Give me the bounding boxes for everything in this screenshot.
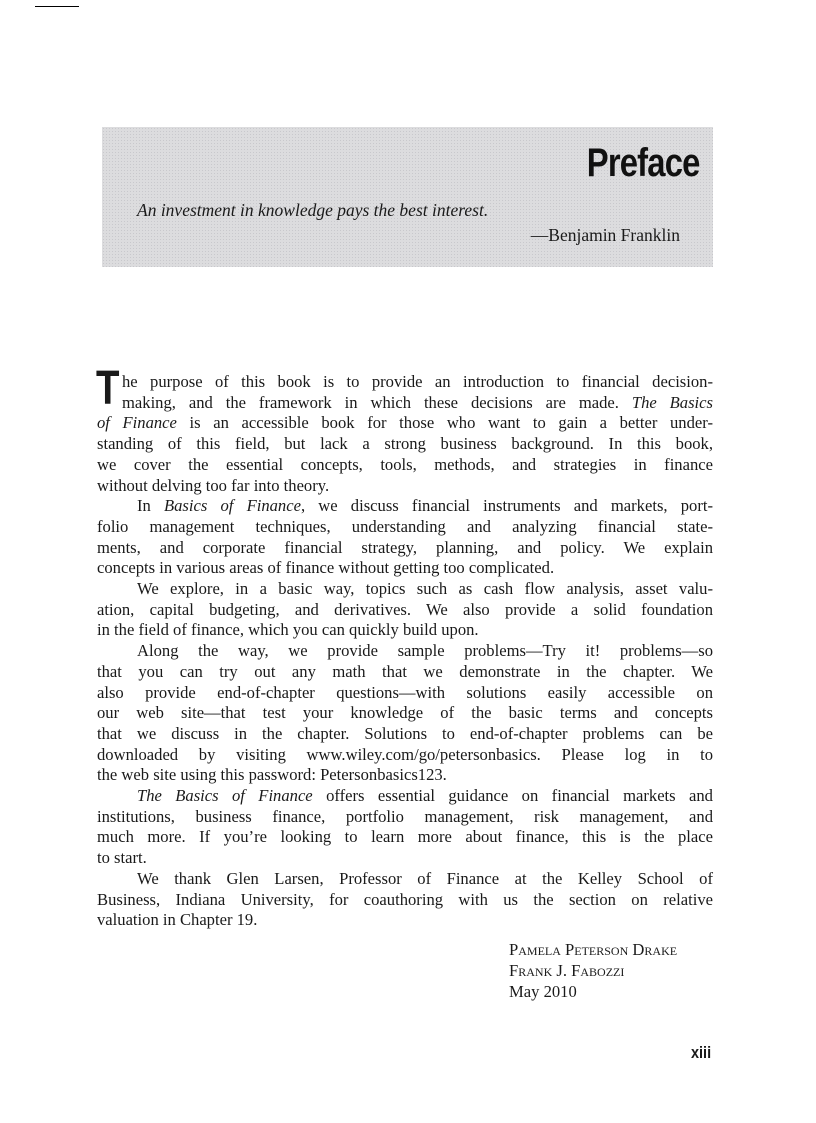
- body-line: [122, 393, 713, 413]
- body-text: , we discuss financial instruments and markets, port-: [300, 496, 713, 516]
- body-text: In: [137, 496, 164, 516]
- body-line: [97, 786, 713, 806]
- epigraph-attribution: —Benjamin Franklin: [530, 225, 680, 245]
- signature-date: May 2010: [509, 982, 577, 1001]
- body-text: he purpose of this book is to provide an introduction to financial decision-: [122, 372, 713, 391]
- body-text: much more. If you’re looking to learn more about finance, this is the place: [97, 827, 713, 847]
- body-text: institutions, business finance, portfolio management, risk management, and: [97, 806, 713, 826]
- body-text: downloaded by visiting www.wiley.com/go/petersonbasics. Please log in to: [97, 744, 713, 764]
- body-line: [97, 413, 713, 433]
- body-text: We thank Glen Larsen, Professor of Finance at the Kelley School of: [137, 868, 713, 888]
- body-line: [97, 476, 713, 496]
- body-text: Business, Indiana University, for coauthoring with us the section on relative: [97, 889, 713, 909]
- body-text: without delving too far into theory.: [97, 475, 330, 495]
- body-text: Along the way, we provide sample problems—Try it! problems—so: [137, 641, 713, 661]
- body-text: ments, and corporate financial strategy, planning, and policy. We explain: [97, 537, 713, 557]
- chapter-title: Preface: [587, 141, 700, 185]
- body-text: also provide end-of-chapter questions—with solutions easily accessible on: [97, 682, 713, 702]
- italic-title-text: The Basics: [631, 392, 713, 412]
- body-line: [97, 538, 713, 558]
- epigraph-quote: An investment in knowledge pays the best interest.: [137, 200, 489, 220]
- body-text: to start.: [97, 848, 147, 868]
- body-line: [97, 848, 713, 868]
- body-line: [97, 807, 713, 827]
- body-text: that we discuss in the chapter. Solutions to end-of-chapter problems can be: [97, 723, 713, 743]
- body-line: [122, 372, 713, 392]
- body-line: [97, 827, 713, 847]
- body-text: We explore, in a basic way, topics such as cash flow analysis, asset valu-: [137, 579, 713, 598]
- body-line: [97, 910, 713, 930]
- signature-author-1: Pamela Peterson Drake: [509, 940, 678, 959]
- page-number: xiii: [691, 1043, 712, 1062]
- body-line: [97, 724, 713, 744]
- body-line: [97, 620, 713, 640]
- body-line: [97, 745, 713, 765]
- body-text: that you can try out any math that we demonstrate in the chapter. We: [97, 661, 713, 681]
- body-text: valuation in Chapter 19.: [97, 910, 258, 930]
- body-line: [97, 455, 713, 475]
- body-line: [97, 683, 713, 703]
- body-text: ation, capital budgeting, and derivatives. We also provide a solid foundation: [97, 599, 713, 619]
- body-line: [97, 890, 713, 910]
- body-text: offers essential guidance on financial markets and: [312, 786, 713, 805]
- body-line: [97, 641, 713, 661]
- body-line: [97, 579, 713, 599]
- body-line: [97, 558, 713, 578]
- body-text: is an accessible book for those who want to gain a better under-: [176, 413, 713, 433]
- body-text: folio management techniques, understanding and analyzing financial state-: [97, 516, 713, 536]
- body-line: [97, 600, 713, 620]
- body-line: [97, 434, 713, 454]
- italic-title-text: The Basics of Finance: [137, 786, 313, 805]
- body-text: concepts in various areas of finance without getting too complicated.: [97, 558, 555, 578]
- body-line: [97, 496, 713, 516]
- italic-title-text: of Finance: [97, 413, 177, 433]
- body-line: [97, 765, 713, 785]
- body-line: [97, 662, 713, 682]
- body-line: [97, 869, 713, 889]
- body-text: the web site using this password: Petersonbasics123.: [97, 765, 447, 785]
- body-text: making, and the framework in which these decisions are made.: [122, 392, 632, 412]
- body-text: our web site—that test your knowledge of the basic terms and concepts: [97, 703, 713, 723]
- italic-title-text: Basics of Finance: [164, 496, 301, 516]
- drop-cap: T: [96, 362, 120, 415]
- body-line: [97, 517, 713, 537]
- body-line: [97, 703, 713, 723]
- crop-mark: [35, 6, 79, 7]
- signature-author-2: Frank J. Fabozzi: [509, 961, 625, 980]
- body-text: in the field of finance, which you can quickly build upon.: [97, 620, 479, 640]
- body-text: we cover the essential concepts, tools, methods, and strategies in finance: [97, 454, 713, 474]
- body-text: standing of this field, but lack a strong business background. In this book,: [97, 434, 713, 454]
